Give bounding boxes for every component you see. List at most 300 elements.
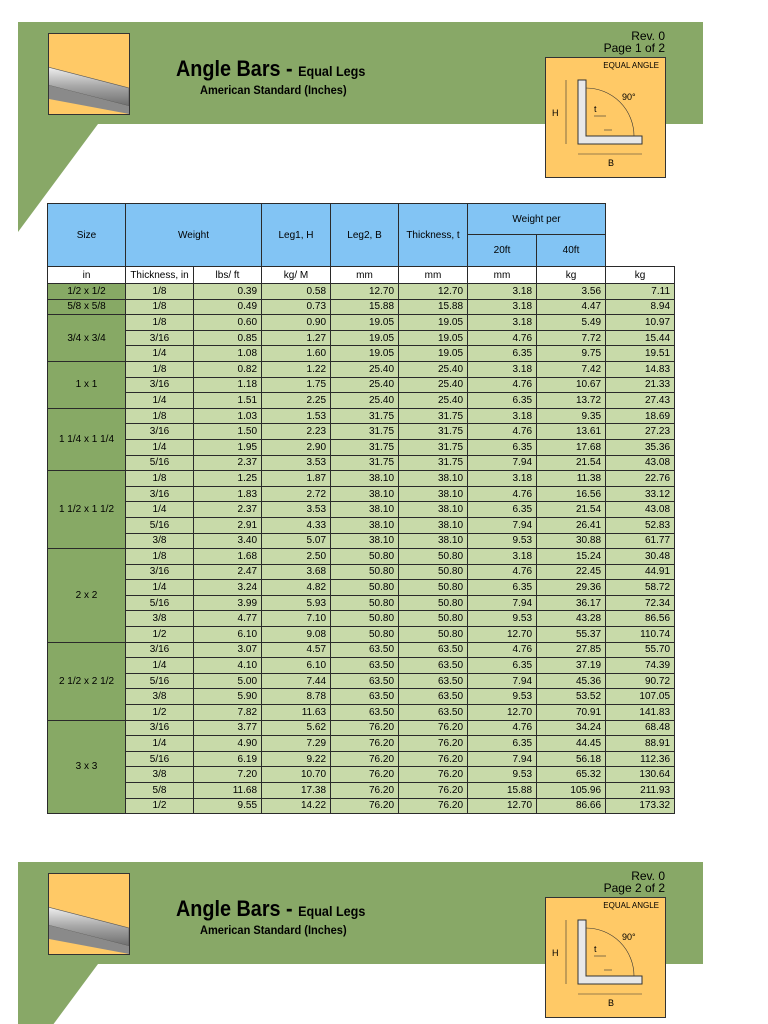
table-row [48,627,675,643]
page-title: Angle Bars - Equal Legs [176,896,366,921]
table-row [48,767,675,783]
leg1-mm-cell: 12.70 [331,284,399,300]
leg2-mm-cell: 15.88 [399,299,468,315]
weight-lbs-ft-cell: 2.37 [194,502,262,518]
weight-lbs-ft-cell: 3.07 [194,642,262,658]
thickness-in-cell: 1/8 [126,299,194,315]
thickness-in-cell: 1/8 [126,549,194,565]
weight-lbs-ft-cell: 0.82 [194,361,262,377]
thickness-in-cell: 1/4 [126,580,194,596]
thickness-mm-cell: 3.18 [468,549,537,565]
thickness-mm-cell: 3.18 [468,408,537,424]
weight-40ft-cell: 173.32 [606,798,675,814]
leg2-mm-cell: 19.05 [399,330,468,346]
weight-40ft-cell: 18.69 [606,408,675,424]
thickness-mm-cell: 9.53 [468,767,537,783]
weight-40ft-cell: 112.36 [606,751,675,767]
size-cell: 1 x 1 [48,361,126,408]
weight-40ft-cell: 141.83 [606,705,675,721]
weight-lbs-ft-cell: 1.25 [194,471,262,487]
weight-20ft-cell: 11.38 [537,471,606,487]
leg1-mm-cell: 25.40 [331,393,399,409]
unit-cell: kg/ M [262,267,331,284]
leg2-mm-cell: 38.10 [399,471,468,487]
weight-20ft-cell: 7.42 [537,361,606,377]
page-subtitle: American Standard (Inches) [200,83,347,97]
weight-kg-m-cell: 2.90 [262,439,331,455]
angle-bar-spec-table [47,203,675,814]
weight-kg-m-cell: 3.53 [262,455,331,471]
page-title: Angle Bars - Equal Legs [176,56,366,81]
size-cell: 3/4 x 3/4 [48,315,126,362]
weight-lbs-ft-cell: 1.51 [194,393,262,409]
weight-20ft-cell: 15.24 [537,549,606,565]
leg2-mm-cell: 12.70 [399,284,468,300]
thickness-mm-cell: 15.88 [468,783,537,799]
weight-20ft-cell: 17.68 [537,439,606,455]
leg1-mm-cell: 50.80 [331,595,399,611]
weight-kg-m-cell: 7.29 [262,736,331,752]
thickness-mm-cell: 7.94 [468,455,537,471]
leg1-mm-cell: 15.88 [331,299,399,315]
leg1-mm-cell: 63.50 [331,673,399,689]
thickness-in-cell: 1/4 [126,346,194,362]
table-row [48,549,675,565]
weight-20ft-cell: 105.96 [537,783,606,799]
leg1-mm-cell: 19.05 [331,330,399,346]
weight-kg-m-cell: 3.68 [262,564,331,580]
thickness-mm-cell: 3.18 [468,471,537,487]
table-row [48,471,675,487]
thickness-in-cell: 3/8 [126,767,194,783]
weight-lbs-ft-cell: 1.18 [194,377,262,393]
weight-kg-m-cell: 4.33 [262,517,331,533]
leg2-mm-cell: 38.10 [399,502,468,518]
leg2-mm-cell: 50.80 [399,549,468,565]
weight-lbs-ft-cell: 1.83 [194,486,262,502]
revision-info [604,30,665,54]
weight-40ft-cell: 15.44 [606,330,675,346]
weight-20ft-cell: 22.45 [537,564,606,580]
weight-lbs-ft-cell: 7.20 [194,767,262,783]
leg2-mm-cell: 38.10 [399,533,468,549]
weight-kg-m-cell: 1.22 [262,361,331,377]
weight-lbs-ft-cell: 3.99 [194,595,262,611]
leg2-mm-cell: 50.80 [399,580,468,596]
weight-40ft-cell: 86.56 [606,611,675,627]
size-cell: 2 1/2 x 2 1/2 [48,642,126,720]
page-number: Page 1 of 2 [603,41,665,55]
thickness-in-cell: 1/2 [126,798,194,814]
weight-40ft-cell: 30.48 [606,549,675,565]
thickness-mm-cell: 7.94 [468,595,537,611]
thickness-in-cell: 3/16 [126,564,194,580]
revision-number: Rev. 0 [631,869,665,883]
weight-40ft-cell: 7.11 [606,284,675,300]
leg2-mm-cell: 76.20 [399,736,468,752]
weight-lbs-ft-cell: 2.91 [194,517,262,533]
weight-kg-m-cell: 1.27 [262,330,331,346]
weight-20ft-cell: 29.36 [537,580,606,596]
thickness-in-cell: 3/16 [126,642,194,658]
leg2-mm-cell: 76.20 [399,751,468,767]
weight-kg-m-cell: 17.38 [262,783,331,799]
weight-kg-m-cell: 2.72 [262,486,331,502]
thickness-mm-cell: 12.70 [468,798,537,814]
leg1-mm-cell: 76.20 [331,798,399,814]
thickness-mm-cell: 4.76 [468,486,537,502]
leg2-mm-cell: 63.50 [399,673,468,689]
table-row [48,611,675,627]
size-cell: 3 x 3 [48,720,126,814]
weight-40ft-cell: 61.77 [606,533,675,549]
leg1-mm-cell: 19.05 [331,315,399,331]
thickness-mm-cell: 6.35 [468,393,537,409]
thickness-mm-cell: 6.35 [468,502,537,518]
weight-kg-m-cell: 7.44 [262,673,331,689]
table-row [48,377,675,393]
weight-lbs-ft-cell: 1.68 [194,549,262,565]
thickness-in-cell: 1/8 [126,471,194,487]
weight-lbs-ft-cell: 3.40 [194,533,262,549]
weight-lbs-ft-cell: 4.90 [194,736,262,752]
weight-20ft-cell: 7.72 [537,330,606,346]
weight-20ft-cell: 34.24 [537,720,606,736]
leg1-mm-cell: 31.75 [331,408,399,424]
thickness-in-cell: 1/2 [126,627,194,643]
weight-40ft-cell: 110.74 [606,627,675,643]
leg1-mm-cell: 63.50 [331,705,399,721]
weight-20ft-cell: 5.49 [537,315,606,331]
thickness-in-cell: 3/8 [126,689,194,705]
table-row [48,330,675,346]
page-subtitle: American Standard (Inches) [200,923,347,937]
diagram-h-label: H [552,108,559,118]
weight-lbs-ft-cell: 9.55 [194,798,262,814]
header-leg2: Leg2, B [331,204,399,267]
thickness-mm-cell: 12.70 [468,627,537,643]
weight-40ft-cell: 44.91 [606,564,675,580]
weight-kg-m-cell: 0.73 [262,299,331,315]
leg1-mm-cell: 38.10 [331,533,399,549]
table-row [48,346,675,362]
thickness-mm-cell: 3.18 [468,315,537,331]
table-row [48,580,675,596]
diagram-t-label: t [594,104,597,114]
unit-cell: mm [399,267,468,284]
thickness-mm-cell: 4.76 [468,720,537,736]
thickness-in-cell: 1/8 [126,284,194,300]
leg2-mm-cell: 31.75 [399,408,468,424]
table-row [48,783,675,799]
weight-lbs-ft-cell: 6.10 [194,627,262,643]
header-40ft: 40ft [537,235,606,267]
weight-40ft-cell: 35.36 [606,439,675,455]
header-thickness: Thickness, t [399,204,468,267]
weight-20ft-cell: 37.19 [537,658,606,674]
thickness-in-cell: 3/16 [126,486,194,502]
leg2-mm-cell: 63.50 [399,658,468,674]
table-row [48,361,675,377]
diagram-b-label: B [608,158,615,168]
weight-lbs-ft-cell: 3.77 [194,720,262,736]
diagram-b-label: B [608,998,615,1008]
weight-kg-m-cell: 2.23 [262,424,331,440]
diagram-label: EQUAL ANGLE [603,901,659,910]
thickness-mm-cell: 3.18 [468,284,537,300]
leg1-mm-cell: 38.10 [331,486,399,502]
leg1-mm-cell: 25.40 [331,377,399,393]
table-row [48,315,675,331]
unit-cell: in [48,267,126,284]
weight-kg-m-cell: 7.10 [262,611,331,627]
thickness-in-cell: 1/2 [126,705,194,721]
weight-40ft-cell: 88.91 [606,736,675,752]
thickness-in-cell: 3/8 [126,533,194,549]
thickness-mm-cell: 12.70 [468,705,537,721]
weight-40ft-cell: 74.39 [606,658,675,674]
thickness-mm-cell: 4.76 [468,642,537,658]
table-row [48,408,675,424]
leg2-mm-cell: 38.10 [399,517,468,533]
thickness-mm-cell: 3.18 [468,361,537,377]
unit-cell: kg [537,267,606,284]
diagram-t-label: t [594,944,597,954]
thickness-in-cell: 5/8 [126,783,194,799]
thickness-in-cell: 1/4 [126,439,194,455]
table-row [48,720,675,736]
weight-20ft-cell: 43.28 [537,611,606,627]
leg1-mm-cell: 63.50 [331,642,399,658]
thickness-in-cell: 3/16 [126,330,194,346]
thickness-in-cell: 1/4 [126,658,194,674]
weight-kg-m-cell: 9.22 [262,751,331,767]
weight-lbs-ft-cell: 2.37 [194,455,262,471]
table-row [48,486,675,502]
thickness-in-cell: 1/8 [126,315,194,331]
leg1-mm-cell: 50.80 [331,611,399,627]
revision-info [604,870,665,894]
leg2-mm-cell: 63.50 [399,642,468,658]
thickness-mm-cell: 4.76 [468,564,537,580]
thickness-in-cell: 1/4 [126,502,194,518]
weight-lbs-ft-cell: 1.95 [194,439,262,455]
weight-20ft-cell: 9.35 [537,408,606,424]
leg1-mm-cell: 50.80 [331,549,399,565]
weight-kg-m-cell: 5.07 [262,533,331,549]
thickness-mm-cell: 4.76 [468,330,537,346]
thickness-in-cell: 3/16 [126,424,194,440]
weight-kg-m-cell: 0.90 [262,315,331,331]
weight-20ft-cell: 86.66 [537,798,606,814]
weight-20ft-cell: 70.91 [537,705,606,721]
thickness-in-cell: 1/8 [126,408,194,424]
weight-40ft-cell: 19.51 [606,346,675,362]
weight-kg-m-cell: 8.78 [262,689,331,705]
leg1-mm-cell: 38.10 [331,471,399,487]
thickness-mm-cell: 6.35 [468,736,537,752]
size-cell: 2 x 2 [48,549,126,643]
weight-20ft-cell: 21.54 [537,455,606,471]
leg2-mm-cell: 63.50 [399,705,468,721]
leg2-mm-cell: 25.40 [399,377,468,393]
unit-cell: lbs/ ft [194,267,262,284]
weight-40ft-cell: 43.08 [606,455,675,471]
leg1-mm-cell: 25.40 [331,361,399,377]
weight-20ft-cell: 45.36 [537,673,606,689]
weight-kg-m-cell: 1.60 [262,346,331,362]
table-row [48,689,675,705]
leg2-mm-cell: 76.20 [399,720,468,736]
weight-kg-m-cell: 5.62 [262,720,331,736]
unit-cell: mm [331,267,399,284]
leg1-mm-cell: 31.75 [331,455,399,471]
spec-table-body [48,284,675,814]
leg1-mm-cell: 38.10 [331,517,399,533]
leg2-mm-cell: 25.40 [399,361,468,377]
weight-20ft-cell: 13.72 [537,393,606,409]
weight-40ft-cell: 33.12 [606,486,675,502]
table-row [48,705,675,721]
leg2-mm-cell: 50.80 [399,595,468,611]
weight-lbs-ft-cell: 6.19 [194,751,262,767]
table-row [48,439,675,455]
leg1-mm-cell: 76.20 [331,767,399,783]
weight-kg-m-cell: 0.58 [262,284,331,300]
weight-kg-m-cell: 1.75 [262,377,331,393]
weight-lbs-ft-cell: 2.47 [194,564,262,580]
weight-20ft-cell: 53.52 [537,689,606,705]
thickness-mm-cell: 7.94 [468,673,537,689]
unit-cell: kg [606,267,675,284]
angle-bar-photo [48,873,130,955]
weight-kg-m-cell: 4.82 [262,580,331,596]
thickness-in-cell: 3/16 [126,377,194,393]
weight-40ft-cell: 107.05 [606,689,675,705]
thickness-mm-cell: 6.35 [468,658,537,674]
weight-20ft-cell: 21.54 [537,502,606,518]
weight-kg-m-cell: 6.10 [262,658,331,674]
weight-lbs-ft-cell: 0.39 [194,284,262,300]
size-cell: 1/2 x 1/2 [48,284,126,300]
thickness-mm-cell: 7.94 [468,751,537,767]
revision-number: Rev. 0 [631,29,665,43]
thickness-mm-cell: 4.76 [468,424,537,440]
weight-kg-m-cell: 11.63 [262,705,331,721]
angle-section-drawing [546,898,665,1017]
weight-40ft-cell: 10.97 [606,315,675,331]
diagram-h-label: H [552,948,559,958]
weight-kg-m-cell: 1.53 [262,408,331,424]
thickness-mm-cell: 6.35 [468,346,537,362]
leg2-mm-cell: 19.05 [399,346,468,362]
table-row [48,455,675,471]
weight-lbs-ft-cell: 3.24 [194,580,262,596]
table-row [48,424,675,440]
leg1-mm-cell: 76.20 [331,751,399,767]
weight-40ft-cell: 21.33 [606,377,675,393]
weight-kg-m-cell: 2.50 [262,549,331,565]
table-row [48,658,675,674]
header-leg1: Leg1, H [262,204,331,267]
weight-40ft-cell: 72.34 [606,595,675,611]
weight-20ft-cell: 16.56 [537,486,606,502]
thickness-mm-cell: 6.35 [468,580,537,596]
leg1-mm-cell: 31.75 [331,439,399,455]
weight-lbs-ft-cell: 1.50 [194,424,262,440]
table-row [48,502,675,518]
weight-lbs-ft-cell: 5.00 [194,673,262,689]
thickness-in-cell: 5/16 [126,455,194,471]
leg2-mm-cell: 38.10 [399,486,468,502]
leg1-mm-cell: 38.10 [331,502,399,518]
leg1-mm-cell: 76.20 [331,736,399,752]
leg2-mm-cell: 50.80 [399,611,468,627]
page2-header [18,862,703,1024]
leg2-mm-cell: 76.20 [399,783,468,799]
weight-lbs-ft-cell: 4.77 [194,611,262,627]
leg1-mm-cell: 63.50 [331,658,399,674]
weight-lbs-ft-cell: 4.10 [194,658,262,674]
weight-40ft-cell: 211.93 [606,783,675,799]
thickness-mm-cell: 4.76 [468,377,537,393]
diagram-angle-label: 90° [622,92,636,102]
table-row [48,533,675,549]
weight-lbs-ft-cell: 0.49 [194,299,262,315]
weight-kg-m-cell: 4.57 [262,642,331,658]
thickness-mm-cell: 6.35 [468,439,537,455]
weight-20ft-cell: 36.17 [537,595,606,611]
thickness-mm-cell: 7.94 [468,517,537,533]
leg2-mm-cell: 76.20 [399,767,468,783]
weight-20ft-cell: 30.88 [537,533,606,549]
weight-20ft-cell: 56.18 [537,751,606,767]
leg1-mm-cell: 76.20 [331,783,399,799]
leg2-mm-cell: 19.05 [399,315,468,331]
thickness-in-cell: 5/16 [126,517,194,533]
thickness-mm-cell: 9.53 [468,533,537,549]
weight-40ft-cell: 27.23 [606,424,675,440]
table-row [48,595,675,611]
table-row [48,798,675,814]
size-cell: 5/8 x 5/8 [48,299,126,315]
thickness-mm-cell: 3.18 [468,299,537,315]
angle-section-drawing [546,58,665,177]
thickness-in-cell: 5/16 [126,595,194,611]
weight-40ft-cell: 58.72 [606,580,675,596]
thickness-in-cell: 3/8 [126,611,194,627]
leg1-mm-cell: 50.80 [331,564,399,580]
weight-40ft-cell: 27.43 [606,393,675,409]
weight-kg-m-cell: 5.93 [262,595,331,611]
leg1-mm-cell: 50.80 [331,627,399,643]
leg2-mm-cell: 25.40 [399,393,468,409]
table-row [48,393,675,409]
weight-20ft-cell: 55.37 [537,627,606,643]
thickness-in-cell: 5/16 [126,673,194,689]
unit-cell: Thickness, in [126,267,194,284]
leg1-mm-cell: 31.75 [331,424,399,440]
thickness-in-cell: 5/16 [126,751,194,767]
table-row [48,564,675,580]
thickness-in-cell: 3/16 [126,720,194,736]
equal-angle-diagram [545,57,666,178]
weight-lbs-ft-cell: 0.60 [194,315,262,331]
weight-kg-m-cell: 2.25 [262,393,331,409]
leg1-mm-cell: 76.20 [331,720,399,736]
table-row [48,673,675,689]
weight-lbs-ft-cell: 0.85 [194,330,262,346]
